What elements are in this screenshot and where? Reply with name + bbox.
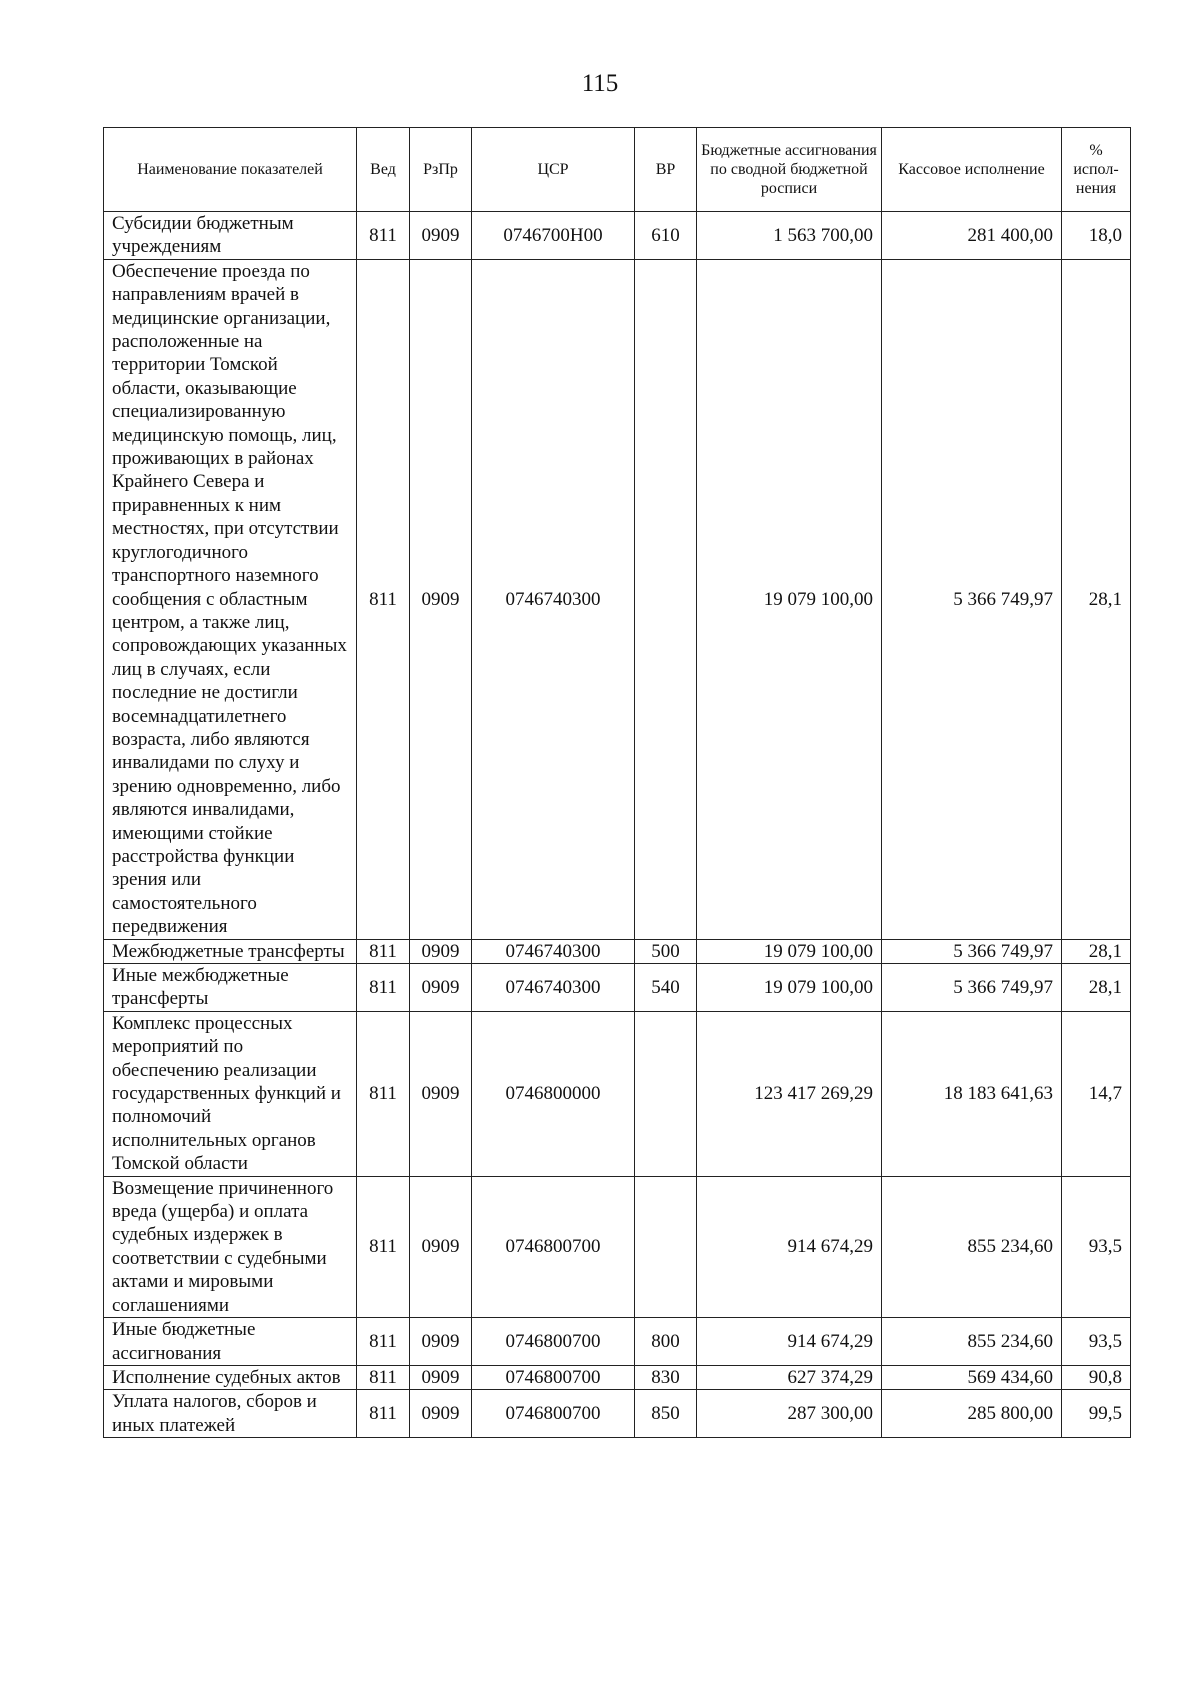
row-vr: 610	[635, 212, 697, 260]
row-csr: 0746740300	[472, 259, 635, 939]
row-pct: 90,8	[1062, 1365, 1131, 1389]
row-pct: 99,5	[1062, 1390, 1131, 1438]
row-name: Исполнение судебных актов	[104, 1365, 357, 1389]
table-row	[104, 964, 1131, 1012]
row-budget: 287 300,00	[697, 1390, 882, 1438]
row-vr	[635, 259, 697, 939]
row-vr: 540	[635, 964, 697, 1012]
row-cash: 855 234,60	[882, 1176, 1062, 1317]
row-name: Иные бюджетные ассигнования	[104, 1318, 357, 1366]
table-row	[104, 1365, 1131, 1389]
row-ved: 811	[357, 212, 410, 260]
row-cash: 281 400,00	[882, 212, 1062, 260]
row-csr: 0746800700	[472, 1318, 635, 1366]
row-rzpr: 0909	[410, 1176, 472, 1317]
row-budget: 1 563 700,00	[697, 212, 882, 260]
row-vr	[635, 1011, 697, 1176]
row-pct: 93,5	[1062, 1176, 1131, 1317]
row-pct: 28,1	[1062, 964, 1131, 1012]
row-budget: 914 674,29	[697, 1318, 882, 1366]
row-csr: 0746800700	[472, 1390, 635, 1438]
row-ved: 811	[357, 1176, 410, 1317]
header-pct: % испол-нения	[1062, 128, 1131, 212]
row-rzpr: 0909	[410, 212, 472, 260]
row-pct: 28,1	[1062, 259, 1131, 939]
row-csr: 0746700Н00	[472, 212, 635, 260]
row-budget: 627 374,29	[697, 1365, 882, 1389]
row-name: Субсидии бюджетным учреждениям	[104, 212, 357, 260]
header-rzpr: РзПр	[410, 128, 472, 212]
row-cash: 5 366 749,97	[882, 259, 1062, 939]
header-cash: Кассовое исполнение	[882, 128, 1062, 212]
row-pct: 28,1	[1062, 939, 1131, 963]
header-csr: ЦСР	[472, 128, 635, 212]
row-budget: 914 674,29	[697, 1176, 882, 1317]
row-csr: 0746800700	[472, 1365, 635, 1389]
row-rzpr: 0909	[410, 1365, 472, 1389]
row-cash: 285 800,00	[882, 1390, 1062, 1438]
table-row	[104, 1176, 1131, 1317]
table-header	[104, 128, 1131, 212]
budget-execution-table	[103, 127, 1131, 1438]
row-cash: 18 183 641,63	[882, 1011, 1062, 1176]
row-rzpr: 0909	[410, 964, 472, 1012]
row-ved: 811	[357, 939, 410, 963]
row-pct: 18,0	[1062, 212, 1131, 260]
header-row	[104, 128, 1131, 212]
row-name: Межбюджетные трансферты	[104, 939, 357, 963]
row-vr: 850	[635, 1390, 697, 1438]
header-budget: Бюджетные ассигнования по сводной бюджетной росписи	[697, 128, 882, 212]
table-row	[104, 212, 1131, 260]
row-pct: 14,7	[1062, 1011, 1131, 1176]
row-ved: 811	[357, 259, 410, 939]
row-rzpr: 0909	[410, 1390, 472, 1438]
row-rzpr: 0909	[410, 939, 472, 963]
row-cash: 855 234,60	[882, 1318, 1062, 1366]
row-csr: 0746800700	[472, 1176, 635, 1317]
row-pct: 93,5	[1062, 1318, 1131, 1366]
row-csr: 0746800000	[472, 1011, 635, 1176]
row-name: Комплекс процессных мероприятий по обеспечению реализации государственных функций и полномочий исполнительных органов Томской области	[104, 1011, 357, 1176]
row-budget: 19 079 100,00	[697, 259, 882, 939]
row-csr: 0746740300	[472, 939, 635, 963]
table-body	[104, 212, 1131, 1438]
row-cash: 5 366 749,97	[882, 964, 1062, 1012]
table-row	[104, 1318, 1131, 1366]
row-ved: 811	[357, 1390, 410, 1438]
row-budget: 123 417 269,29	[697, 1011, 882, 1176]
header-ved: Вед	[357, 128, 410, 212]
header-vr: ВР	[635, 128, 697, 212]
row-cash: 5 366 749,97	[882, 939, 1062, 963]
header-name: Наименование показателей	[104, 128, 357, 212]
row-rzpr: 0909	[410, 259, 472, 939]
row-ved: 811	[357, 964, 410, 1012]
row-budget: 19 079 100,00	[697, 939, 882, 963]
table-row	[104, 1390, 1131, 1438]
row-vr: 500	[635, 939, 697, 963]
row-name: Возмещение причиненного вреда (ущерба) и оплата судебных издержек в соответствии с судебными актами и мировыми соглашениями	[104, 1176, 357, 1317]
row-vr: 800	[635, 1318, 697, 1366]
row-ved: 811	[357, 1318, 410, 1366]
row-vr	[635, 1176, 697, 1317]
row-name: Обеспечение проезда по направлениям врачей в медицинские организации, расположенные на территории Томской области, оказывающие специализированную медицинскую помощь, лиц, проживающих в районах Крайнего Севера и приравненных к ним местностях, при отсутствии круглогодичного транспортного наземного сообщения с областным центром, а также лиц, сопровождающих указанных лиц в случаях, если последние не достигли восемнадцатилетнего возраста, либо являются инвалидами по слуху и зрению одновременно, либо являются инвалидами, имеющими стойкие расстройства функции зрения или самостоятельного передвижения	[104, 259, 357, 939]
row-rzpr: 0909	[410, 1011, 472, 1176]
page-number: 115	[581, 70, 619, 97]
row-budget: 19 079 100,00	[697, 964, 882, 1012]
row-name: Иные межбюджетные трансферты	[104, 964, 357, 1012]
row-name: Уплата налогов, сборов и иных платежей	[104, 1390, 357, 1438]
row-ved: 811	[357, 1011, 410, 1176]
table-row	[104, 1011, 1131, 1176]
row-vr: 830	[635, 1365, 697, 1389]
row-ved: 811	[357, 1365, 410, 1389]
row-rzpr: 0909	[410, 1318, 472, 1366]
row-csr: 0746740300	[472, 964, 635, 1012]
row-cash: 569 434,60	[882, 1365, 1062, 1389]
table-row	[104, 939, 1131, 963]
table-row	[104, 259, 1131, 939]
